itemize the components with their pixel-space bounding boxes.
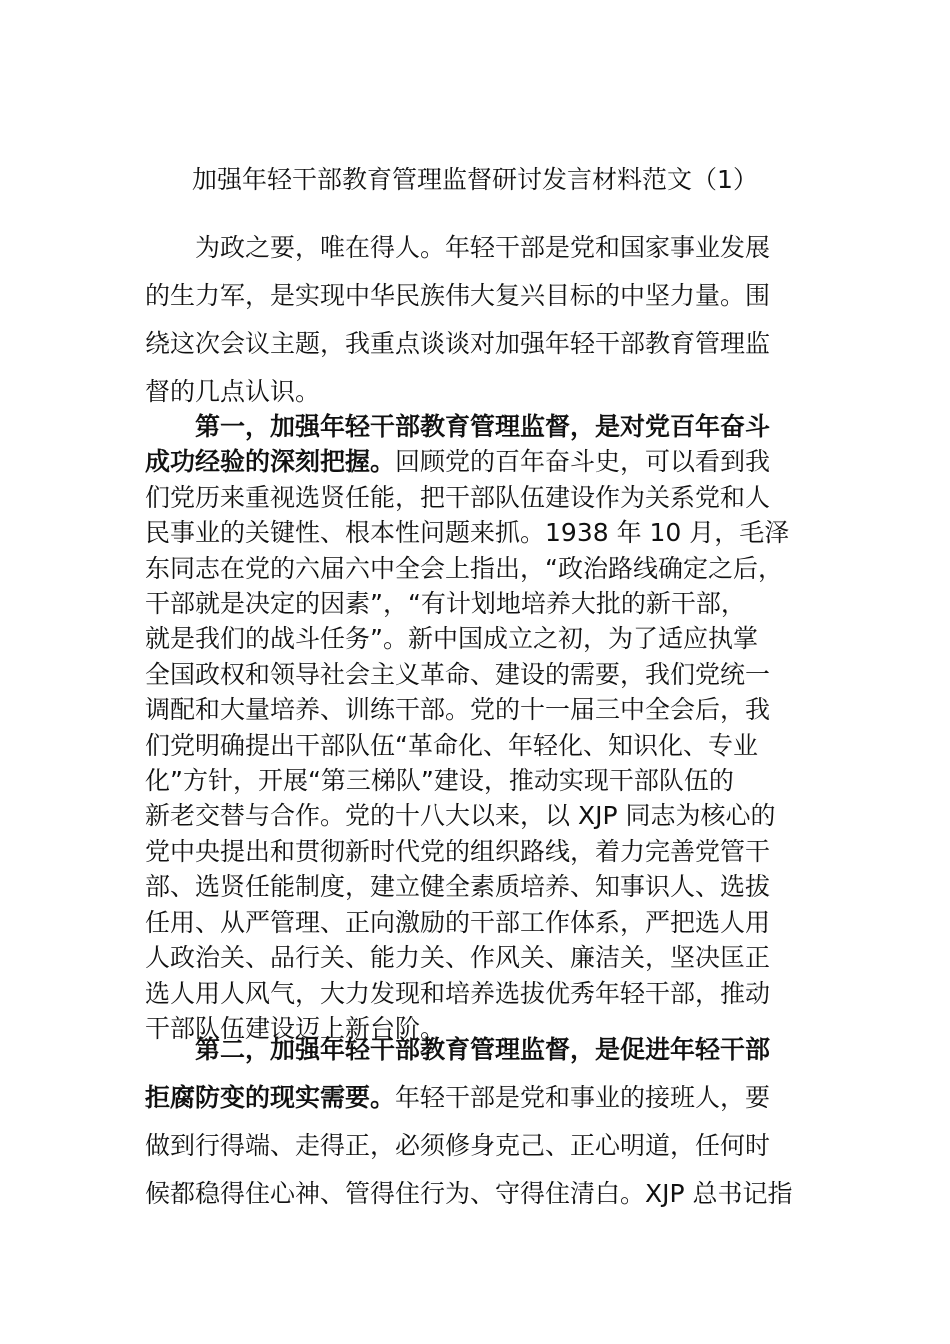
paragraph-line: 调配和大量培养、训练干部。党的十一届三中全会后，我 [145,695,771,725]
paragraph-line: 化”方针，开展“第三梯队”建设，推动实现干部队伍的 [145,766,734,796]
paragraph-line: 做到行得端、走得正，必须修身克己、正心明道，任何时 [145,1131,771,1160]
paragraph-line [145,1074,795,1122]
paragraph-line: 就是我们的战斗任务”。新中国成立之初，为了适应执掌 [145,624,758,654]
paragraph-line: 部、选贤任能制度，建立健全素质培养、知事识人、选拔 [145,872,771,902]
paragraph-second-point [145,1026,795,1218]
body-text: 回顾党的百年奋斗史，可以看到我 [395,447,771,477]
paragraph-line: 为政之要，唯在得人。年轻干部是党和国家事业发展 [195,233,771,262]
paragraph-line [145,444,795,479]
paragraph-first-point [145,409,795,1046]
paragraph-line: 东同志在党的六届六中全会上指出，“政治路线确定之后， [145,553,783,583]
paragraph-line: 新老交替与合作。党的十八大以来，以 XJP 同志为核心的 [145,801,776,831]
document-title: 加强年轻干部教育管理监督研讨发言材料范文（1） [192,165,758,194]
paragraph-line [145,409,795,444]
paragraph-line: 干部队伍建设迈上新台阶。 [145,1013,446,1043]
paragraph-line: 绕这次会议主题，我重点谈谈对加强年轻干部教育管理监 [145,329,771,358]
paragraph-line: 民事业的关键性、根本性问题来抓。1938 年 10 月，毛泽 [145,518,790,548]
point-heading: 第一，加强年轻干部教育管理监督，是对党百年奋斗 [195,412,771,441]
paragraph-line: 督的几点认识。 [145,377,321,406]
paragraph-line: 选人用人风气，大力发现和培养选拔优秀年轻干部，推动 [145,978,771,1008]
body-text: 年轻干部是党和事业的接班人，要 [395,1083,771,1112]
point-heading: 成功经验的深刻把握。 [145,447,396,477]
paragraph-line: 干部就是决定的因素”，“有计划地培养大批的新干部， [145,589,746,619]
paragraph-line: 的生力军，是实现中华民族伟大复兴目标的中坚力量。围 [145,281,771,310]
paragraph-line: 候都稳得住心神、管得住行为、守得住清白。XJP 总书记指 [145,1179,793,1208]
paragraph-line: 任用、从严管理、正向激励的干部工作体系，严把选人用 [145,907,771,937]
paragraph-intro [145,224,795,416]
paragraph-line [145,1026,795,1074]
point-heading: 第二，加强年轻干部教育管理监督，是促进年轻干部 [195,1035,771,1064]
paragraph-line: 们党历来重视选贤任能，把干部队伍建设作为关系党和人 [145,482,771,512]
point-heading: 拒腐防变的现实需要。 [145,1083,396,1112]
paragraph-line: 全国政权和领导社会主义革命、建设的需要，我们党统一 [145,659,771,689]
paragraph-line: 们党明确提出干部队伍“革命化、年轻化、知识化、专业 [145,730,758,760]
paragraph-line: 人政治关、品行关、能力关、作风关、廉洁关，坚决匡正 [145,943,771,973]
paragraph-line: 党中央提出和贯彻新时代党的组织路线，着力完善党管干 [145,836,771,866]
